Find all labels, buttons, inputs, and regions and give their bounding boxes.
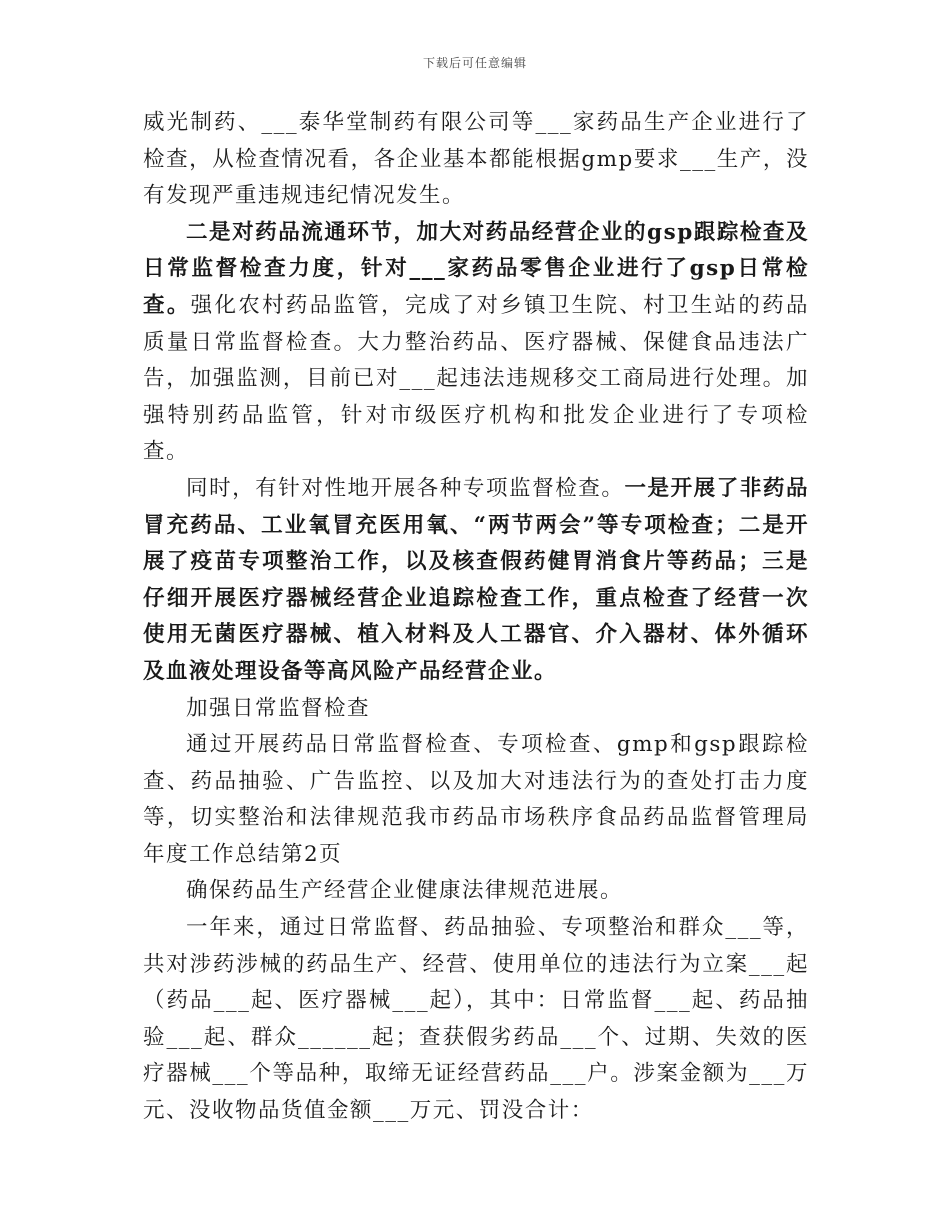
paragraph [143, 910, 809, 1130]
text-run: 通过开展药品日常监督检查、专项检查、gmp和gsp跟踪检查、药品抽验、广告监控、以及加大对违法行为的查处打击力度等，切实整治和法律规范我市药品市场秩序食品药品监督管理局年度工作总结第2页 [143, 732, 809, 867]
text-run-bold: 二是对药品流通环节，加大对药品经营企业的gsp跟踪检查及日常监督检查力度，针对___家药品零售企业进行了gsp日常检查。 [143, 219, 809, 318]
paragraph [143, 727, 809, 873]
paragraph [143, 471, 809, 691]
text-run: 威光制药、___泰华堂制药有限公司等___家药品生产企业进行了检查，从检查情况看，各企业基本都能根据gmp要求___生产，没有发现严重违规违纪情况发生。 [143, 110, 809, 209]
section-heading [143, 691, 809, 728]
text-run: 同时，有针对性地开展各种专项监督检查。 [186, 475, 625, 501]
paragraph [143, 215, 809, 471]
page-header: 下载后可任意编辑 [422, 56, 527, 70]
text-run-bold: 一是开展了非药品冒充药品、工业氧冒充医用氧、“两节两会”等专项检查；二是开展了疫苗专项整治工作，以及核查假药健胃消食片等药品；三是仔细开展医疗器械经营企业追踪检查工作，重点检查了经营一次使用无菌医疗器械、植入材料及人工器官、介入器材、体外循环及血液处理设备等高风险产品经营企业。 [143, 475, 809, 684]
text-run: 加强日常监督检查 [186, 695, 371, 721]
paragraph [143, 105, 809, 215]
document-body [143, 105, 809, 1130]
text-run: 一年来，通过日常监督、药品抽验、专项整治和群众___等，共对涉药涉械的药品生产、经营、使用单位的违法行为立案___起（药品___起、医疗器械___起），其中：日常监督___起、药品抽验___起、群众______起；查获假劣药品___个、过期、失效的医疗器械___个等品种，取缔无证经营药品___户。涉案金额为___万元、没收物品货值金额___万元、罚没合计： [143, 915, 809, 1124]
paragraph [143, 873, 809, 910]
text-run: 确保药品生产经营企业健康法律规范进展。 [186, 878, 624, 904]
text-run: 强化农村药品监管，完成了对乡镇卫生院、村卫生站的药品质量日常监督检查。大力整治药品、医疗器械、保健食品违法广告，加强监测，目前已对___起违法违规移交工商局进行处理。加强特别药品监管，针对市级医疗机构和批发企业进行了专项检查。 [143, 292, 809, 465]
